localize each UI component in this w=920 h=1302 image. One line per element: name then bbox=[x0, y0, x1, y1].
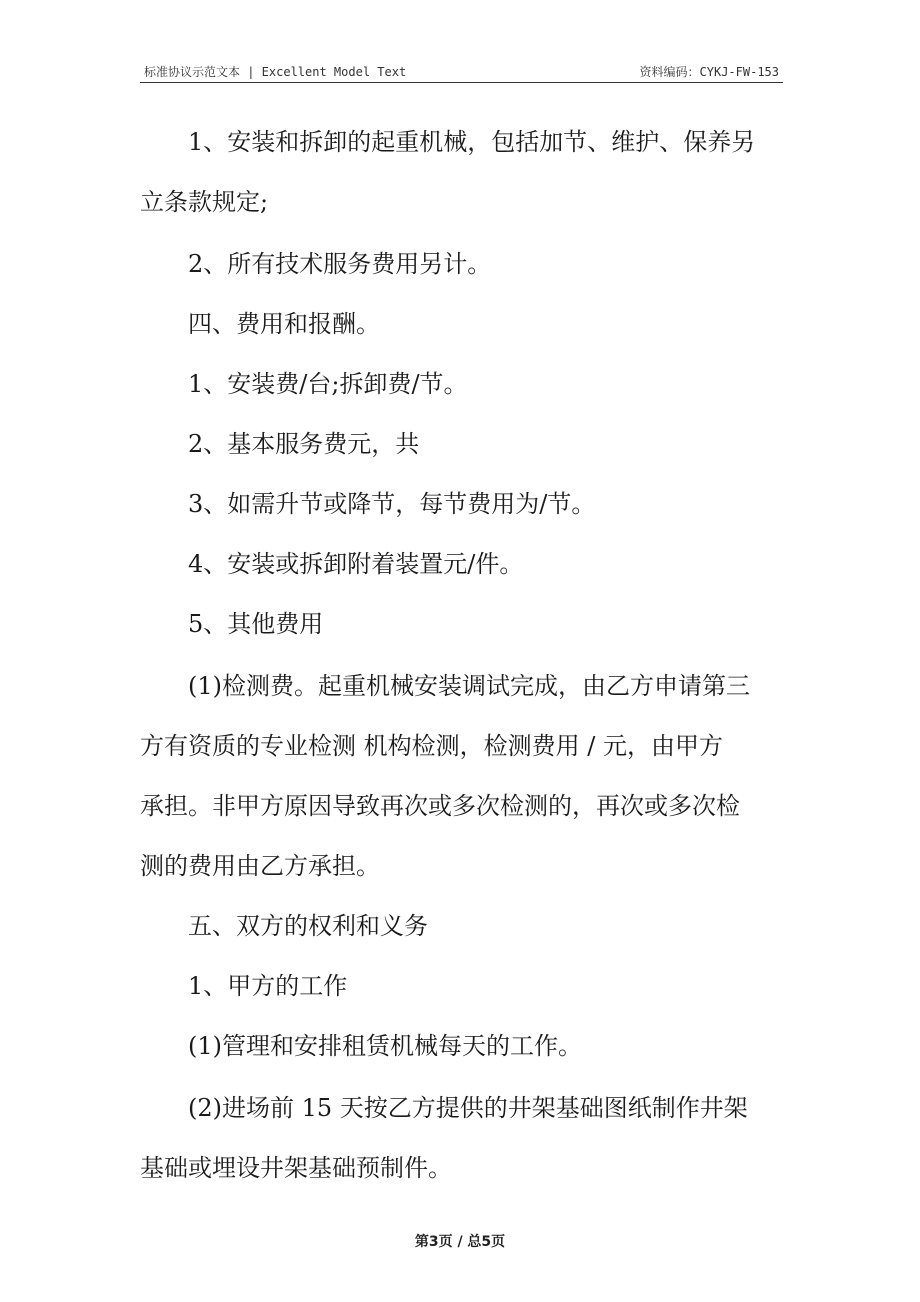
paragraph-line: 4、安装或拆卸附着装置元/件。 bbox=[188, 550, 524, 578]
paragraph-line: 2、基本服务费元，共 bbox=[188, 430, 420, 458]
paragraph-line: (1)管理和安排租赁机械每天的工作。 bbox=[188, 1032, 582, 1060]
section-heading: 五、双方的权利和义务 bbox=[188, 912, 428, 940]
paragraph-line: (2)进场前 15 天按乙方提供的井架基础图纸制作井架 bbox=[188, 1094, 748, 1122]
section-heading: 四、费用和报酬。 bbox=[188, 310, 380, 338]
paragraph-line: 承担。非甲方原因导致再次或多次检测的，再次或多次检 bbox=[140, 792, 740, 820]
paragraph-line: 方有资质的专业检测 机构检测，检测费用 / 元，由甲方 bbox=[140, 732, 723, 760]
paragraph-line: 测的费用由乙方承担。 bbox=[140, 852, 380, 880]
header-title: 标准协议示范文本 | Excellent Model Text bbox=[144, 65, 407, 79]
paragraph-line: 3、如需升节或降节，每节费用为/节。 bbox=[188, 490, 596, 518]
paragraph-line: 2、所有技术服务费用另计。 bbox=[188, 250, 492, 278]
paragraph-line: 1、安装和拆卸的起重机械，包括加节、维护、保养另 bbox=[188, 128, 756, 156]
page-number: 第3页 / 总5页 bbox=[414, 1234, 506, 1250]
header-document-code: 资料编码：CYKJ-FW-153 bbox=[639, 65, 779, 79]
paragraph-line: 1、安装费/台;拆卸费/节。 bbox=[188, 370, 468, 398]
paragraph-line: 立条款规定; bbox=[140, 188, 269, 216]
paragraph-line: 1、甲方的工作 bbox=[188, 972, 348, 1000]
paragraph-line: (1)检测费。起重机械安装调试完成，由乙方申请第三 bbox=[188, 672, 750, 700]
page-header bbox=[140, 62, 783, 83]
paragraph-line: 5、其他费用 bbox=[188, 610, 324, 638]
paragraph-line: 基础或埋设井架基础预制件。 bbox=[140, 1154, 452, 1182]
